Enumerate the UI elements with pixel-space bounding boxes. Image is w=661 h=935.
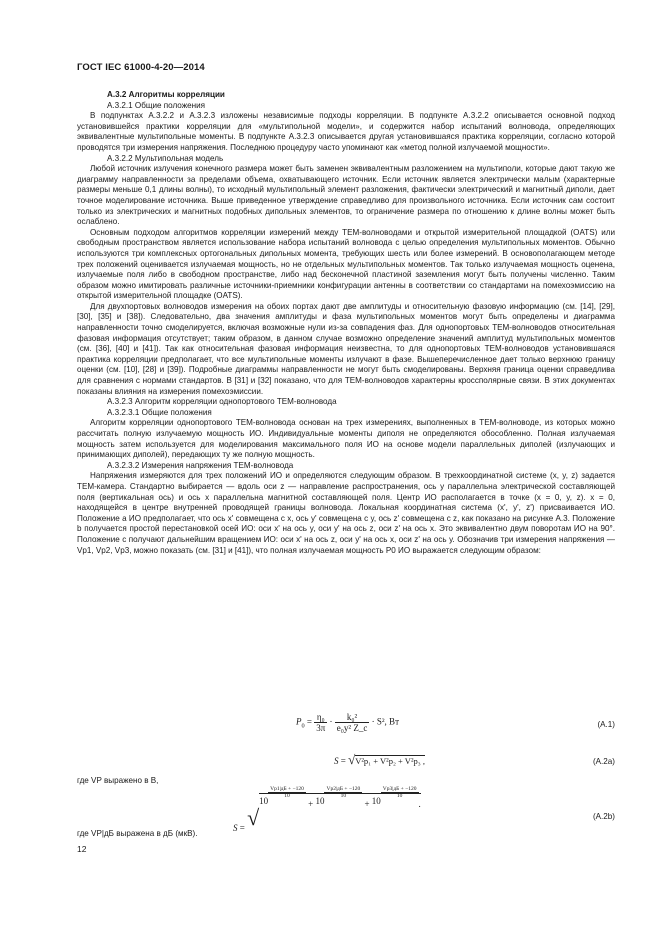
eq-a2b-plus-2: +	[362, 799, 372, 809]
eq-a2a-number: (A.2a)	[592, 757, 615, 766]
paragraph: Алгоритм корреляции однопортового ТЕМ-волновода основан на трех измерениях, выполненных в ТЕМ-волноводе, из которых можно рассчитать полную излучаемую мощность ИО. Индивидуальные моменты диполя не определяются обособленно. Полная излучаемая мощность затем используется для моделирования максимального поля ИО на основе модели параллельных диполей (излучающих и принимающих диполей), передающих ту же полную мощность.	[77, 418, 615, 460]
eq-a2b-t3-den: 10	[396, 793, 403, 799]
paragraph: Любой источник излучения конечного размера может быть заменен эквивалентным разложением на мультиполи, которые дают такую же диаграмму направленности за пределами объема, охватывающего источник. Если источник является электрически малым (характерные размеры меньше 0,1 длины волны), то исходный мультипольный элемент разложения, фактически электрический и магнитный диполи, дает точное моделирование источника. Выше приведенное утверждение справедливо для произвольного источника. Если источник сам состоит только из электрических и магнитных подобных дипольных элементов, то ограничение размера по отношению к длине волны может быть ослаблено.	[77, 164, 615, 227]
eq-a2b-t3-num: Vp3|дБ + −120	[382, 786, 417, 792]
eq-a2a-expr: V²p₁ + V²p₂ + V²p₃ ,	[355, 756, 425, 766]
eq-a2a-equals: =	[338, 756, 349, 766]
eq-a2b-t1-base: 10	[259, 796, 269, 806]
page-number: 12	[77, 844, 87, 854]
eq-a2a-root: √	[348, 752, 356, 767]
paragraph: A.3.2.2 Мультипольная модель	[107, 153, 224, 163]
eq-a2b-number: (A.2b)	[592, 812, 615, 821]
where-vp-db: где VP|дБ выражена в дБ (мкВ).	[77, 829, 198, 838]
document-header: ГОСТ IEC 61000-4-20—2014	[77, 62, 205, 73]
eq-a2b-t2-den: 10	[340, 793, 347, 799]
paragraph: В подпунктах A.3.2.2 и A.3.2.3 изложены независимые подходы корреляции. В подпункте A.3.2.2 описывается основной подход установившейся практики корреляции для «мультипольной модели», и содержится набор испытаний волновода, определяющих эквивалентные мультипольные моменты. В подпункте A.3.2.3 описывается другая установившаяся практика корреляции, согласно которой проводятся три измерения напряжения. Последнюю процедуру часто упоминают как «метод полной излучаемой мощности».	[77, 111, 615, 152]
paragraph: A.3.2.3.1 Общие положения	[107, 407, 212, 417]
eq-a2b-t1-exp	[268, 786, 306, 799]
eq-a2b-t1-den: 10	[284, 793, 290, 799]
equation-a2a	[334, 752, 425, 768]
equation-a2b	[233, 786, 421, 833]
eq-a1-f2-den: e₀y² Z_c	[336, 723, 368, 733]
eq-a1-tail: · S², Вт	[371, 716, 399, 727]
paragraph: Напряжения измеряются для трех положений ИО и определяются следующим образом. В трехкоординатной системе (x, y, z) задается ТЕМ-камера. Стандартно выбирается — вдоль оси z — направление распространения, ось y параллельна электрической составляющей поля (вертикальная ось) и ось x параллельна магнитной составляющей поля. Центр ИО располагается в точке (x = 0, y, z). x = 0, находящейся в центре внутренней проводящей границы волновода. Локальная координатная система (x', y', z') присваивается ИО. Положение a ИО предполагает, что ось x' совмещена с x, ось y' совмещена с y, ось z' совмещена с z, как показано на рисунке A.3. Положение b получается простой перестановкой осей ИО: оси x' на ось y, оси y' на ось z, оси z' на ось x. Это эквивалентно двум поворотам ИО на 90°. Положение c получают дальнейшим вращением ИО: оси x' на ось z, оси y' на ось x, оси z' на ось y. Обозначив три измерения напряжения — Vp1, Vp2, Vp3, можно показать (см. [31] и [41]), что полная излучаемая мощность P0 ИО выражается следующим образом:	[77, 471, 615, 555]
eq-a2b-t1-num: Vp1|дБ + −120	[270, 786, 304, 792]
eq-a2a-lhs: S	[334, 756, 339, 766]
eq-a2b-plus-1: +	[305, 799, 316, 809]
paragraph: A.3.2.3 Алгоритм корреляции однопортового ТЕМ-волновода	[107, 397, 337, 407]
eq-a2b-end: .	[418, 799, 421, 809]
eq-a2b-root: √	[247, 805, 260, 830]
eq-a1-number: (A.1)	[597, 720, 615, 729]
eq-a2b-term-2	[315, 786, 362, 809]
eq-a2b-t2-num: Vp2|дБ + −120	[326, 786, 361, 792]
eq-a2b-term-1	[259, 786, 306, 809]
equation-a1	[296, 712, 399, 733]
eq-a1-f1-num: η₀	[314, 712, 327, 723]
eq-a2b-term-3	[371, 786, 419, 809]
eq-a2b-t3-base: 10	[371, 796, 381, 806]
eq-a1-dot: ·	[329, 716, 333, 727]
eq-a1-fraction-1	[314, 712, 327, 733]
eq-a2b-t2-exp	[324, 786, 362, 799]
paragraph: A.3.2.3.2 Измерения напряжения ТЕМ-волновода	[107, 460, 294, 470]
eq-a2b-lhs: S	[233, 823, 238, 833]
eq-a2b-equals: =	[237, 823, 248, 833]
paragraph: Основным подходом алгоритмов корреляции измерений между ТЕМ-волноводами и открытой измерительной площадкой (OATS) или свободным пространством является использование набора испытаний волновода с целью определения мультипольных моментов. Обычно используются три комплексных ортогональных дипольных момента, требующих шесть или более измерений. В основополагающем методе трех положений оценивается излучаемая мощность, но не отдельных мультипольных моментов. Так только излучаемая мощность оценена, излучаемые поля либо в свободном пространстве, либо над бесконечной пластиной заземления могут быть получены численно. Таким образом можно имитировать различные источники-приемники конфигурации антенны в соответствии со стандартами на помехоэмиссию на открытой измерительной площадке (OATS).	[77, 227, 615, 301]
body-text	[77, 90, 615, 556]
paragraph: Для двухпортовых волноводов измерения на обоих портах дают две амплитуды и относительную фазовую информацию (см. [14], [29], [30], [35] и [38]). Следовательно, два значения амплитуды и фаза мультипольных моментов могут быть определены и диаграмма направленности точно смоделируется, включая возможные нули из-за совпадения фаз. Для однопортовых ТЕМ-волноводов относительная фазовая информация отсутствует; таким образом, в данном случае возможно определение значений амплитуд мультипольных моментов (см. [36], [40] и [41]). Так как относительная фазовая информация неизвестна, то для однопортовых ТЕМ-волноводов установившаяся практика корреляции предполагает, что все мультипольные моменты излучают в фазе. Вышеперечисленное дает только верхнюю границу оценки (см. [10], [28] и [39]). Подробные диаграммы направленности не могут быть смоделированы. Верхняя граница оценки справедлива для сравнения с нормами стандартов. В [31] и [32] показано, что для ТЕМ-волноводов характерны кроссполярные связи. В этих документах показаны влияния на измерения помехоэмиссии.	[77, 301, 615, 396]
paragraph: A.3.2.1 Общие положения	[107, 100, 205, 110]
eq-a2b-t3-exp	[381, 786, 419, 799]
eq-a1-lhs-sub: 0	[301, 722, 305, 730]
paragraph: A.3.2 Алгоритмы корреляции	[107, 90, 225, 99]
where-vp-volts: где VP выражено в В,	[77, 776, 159, 785]
eq-a1-equals: =	[304, 716, 315, 727]
eq-a1-f2-num: k₀²	[335, 712, 370, 723]
eq-a2b-t2-base: 10	[315, 796, 325, 806]
eq-a1-f1-den: 3π	[316, 723, 326, 733]
eq-a2b-radicand	[259, 786, 421, 809]
eq-a1-fraction-2	[335, 712, 370, 733]
eq-a1-lhs: P	[296, 716, 302, 727]
